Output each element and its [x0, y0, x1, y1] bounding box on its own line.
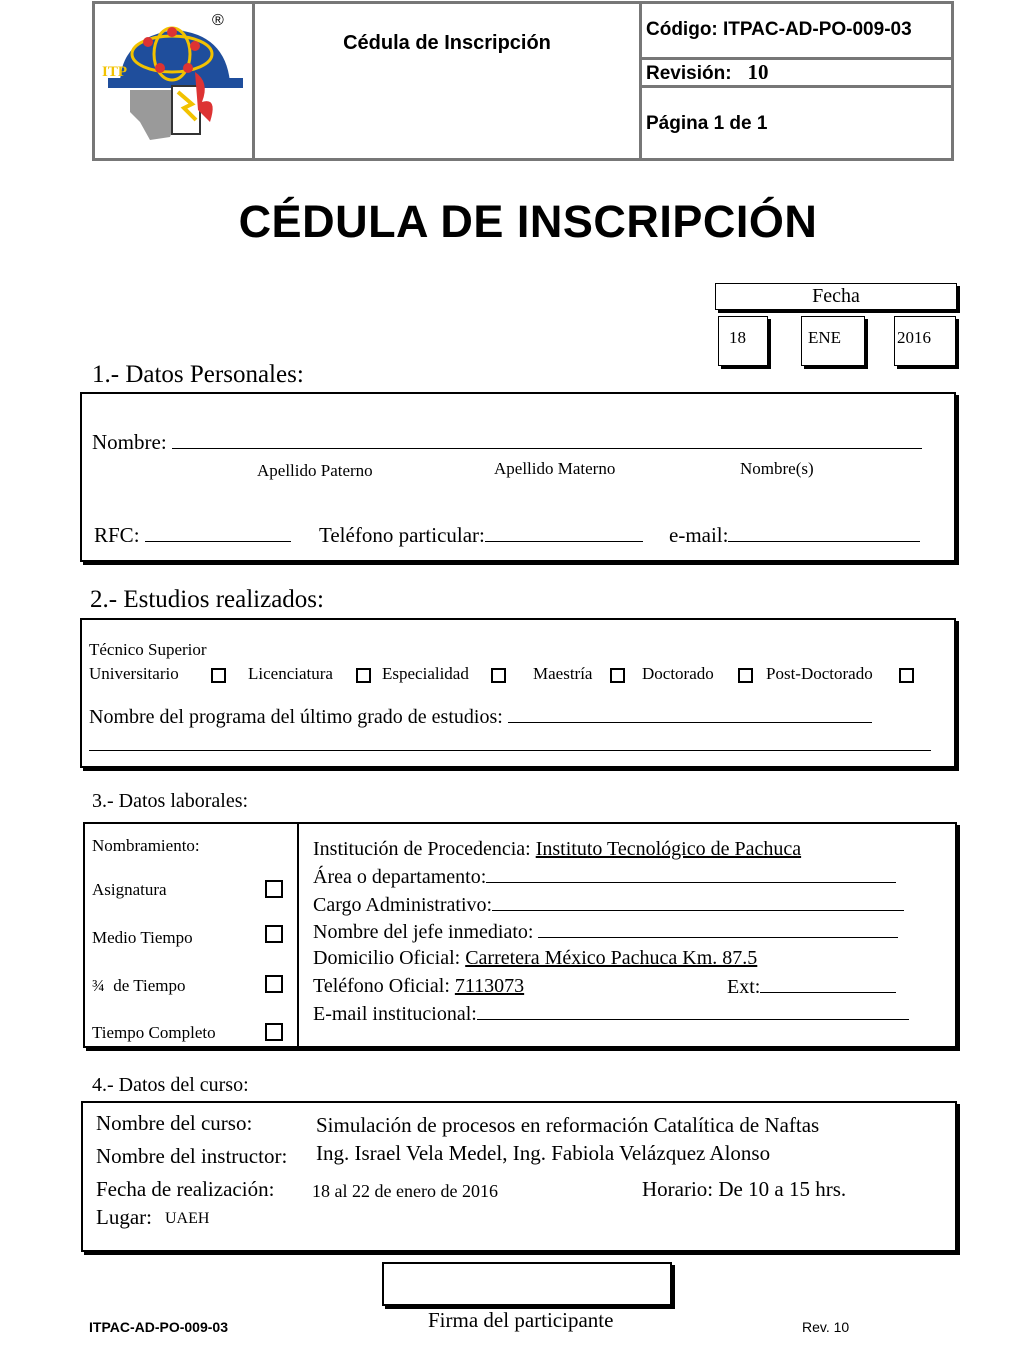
fecha-year-box — [894, 316, 956, 366]
itp-logo — [100, 12, 245, 147]
footer-code: ITPAC-AD-PO-009-03 — [89, 1319, 228, 1335]
area-label: Área o departamento: — [313, 866, 487, 888]
horario: Horario: De 10 a 15 hrs. — [642, 1177, 847, 1201]
fecha-day: 18 — [729, 328, 746, 347]
area-row — [313, 865, 896, 889]
signature-box[interactable] — [382, 1262, 672, 1306]
cargo-label: Cargo Administrativo: — [313, 894, 493, 916]
header-row-line-2 — [639, 85, 954, 88]
licenciatura-label: Licenciatura — [248, 664, 333, 683]
telefono-row — [319, 523, 643, 548]
nombres-caption: Nombre(s) — [740, 459, 814, 478]
fecha-label-box — [715, 283, 957, 310]
tsu-label-2: Universitario — [89, 664, 179, 683]
header-divider-2 — [639, 1, 642, 161]
work-divider — [297, 822, 299, 1048]
section-1-heading: 1.- Datos Personales: — [92, 361, 304, 388]
rfc-field[interactable] — [145, 523, 291, 542]
section-4-heading: 4.- Datos del curso: — [92, 1074, 249, 1096]
fecha-year: 2016 — [897, 328, 931, 347]
header-code: Código: ITPAC-AD-PO-009-03 — [646, 19, 912, 40]
tres-cuartos-label: ¾ de Tiempo — [92, 976, 186, 995]
institucion-row — [313, 838, 801, 861]
area-field[interactable] — [486, 865, 896, 883]
email-institucional-label: E-mail institucional: — [313, 1003, 477, 1025]
tres-cuartos-checkbox[interactable] — [265, 975, 283, 993]
medio-tiempo-checkbox[interactable] — [265, 925, 283, 943]
tsu-label-1: Técnico Superior — [89, 640, 207, 659]
fecha-label: Fecha — [812, 285, 860, 307]
footer-rev: Rev. 10 — [802, 1319, 850, 1335]
institucion-value: Instituto Tecnológico de Pachuca — [535, 838, 802, 860]
main-title: CÉDULA DE INSCRIPCIÓN — [238, 196, 818, 247]
institucion-label: Institución de Procedencia: — [313, 838, 536, 860]
nombre-field[interactable] — [172, 430, 922, 449]
nombre-row — [92, 430, 922, 455]
licenciatura-checkbox[interactable] — [356, 668, 371, 683]
registered-mark: ® — [212, 12, 224, 29]
telefono-oficial-value: 7113073 — [454, 975, 525, 997]
fecha-realizacion-value: 18 al 22 de enero de 2016 — [312, 1181, 498, 1201]
tiempo-completo-checkbox[interactable] — [265, 1023, 283, 1041]
domicilio-label: Domicilio Oficial: — [313, 947, 466, 969]
tiempo-completo-label: Tiempo Completo — [92, 1023, 216, 1042]
nombre-label: Nombre: — [92, 430, 172, 454]
email-institucional-field[interactable] — [477, 1002, 909, 1020]
tsu-checkbox[interactable] — [211, 668, 226, 683]
header-revision — [646, 60, 769, 85]
ext-row — [727, 975, 896, 999]
doctorado-label: Doctorado — [642, 664, 714, 683]
ext-field[interactable] — [760, 975, 896, 993]
cargo-field[interactable] — [492, 893, 904, 911]
apellido-paterno-caption: Apellido Paterno — [257, 461, 373, 480]
rfc-label: RFC: — [94, 523, 145, 547]
rfc-row — [94, 523, 291, 548]
program-field[interactable] — [508, 705, 872, 723]
especialidad-checkbox[interactable] — [491, 668, 506, 683]
telefono-oficial-label: Teléfono Oficial: — [313, 975, 455, 997]
post-doctorado-checkbox[interactable] — [899, 668, 914, 683]
nombramiento-label: Nombramiento: — [92, 836, 200, 855]
instructor-label: Nombre del instructor: — [96, 1144, 288, 1168]
program-label: Nombre del programa del último grado de estudios: — [89, 706, 508, 728]
program-field-line-2[interactable] — [89, 733, 931, 751]
fecha-month: ENE — [808, 328, 842, 347]
curso-value: Simulación de procesos en reformación Catalítica de Naftas — [316, 1113, 820, 1137]
fecha-month-box — [801, 316, 865, 366]
section-2-heading: 2.- Estudios realizados: — [90, 586, 324, 613]
asignatura-label: Asignatura — [92, 880, 167, 899]
revision-value: 10 — [747, 60, 769, 84]
post-doctorado-label: Post-Doctorado — [766, 664, 873, 683]
instructor-value: Ing. Israel Vela Medel, Ing. Fabiola Velázquez Alonso — [316, 1141, 771, 1165]
maestria-checkbox[interactable] — [610, 668, 625, 683]
email-label: e-mail: — [669, 523, 729, 547]
apellido-materno-caption: Apellido Materno — [494, 459, 616, 478]
jefe-label: Nombre del jefe inmediato: — [313, 921, 539, 943]
ext-label: Ext: — [727, 976, 761, 998]
telefono-label: Teléfono particular: — [319, 523, 485, 547]
medio-tiempo-label: Medio Tiempo — [92, 928, 193, 947]
doctorado-checkbox[interactable] — [738, 668, 753, 683]
lugar-value: UAEH — [165, 1210, 210, 1227]
email-row — [669, 523, 920, 548]
revision-label: Revisión: — [646, 63, 732, 84]
program-row — [89, 705, 872, 729]
telefono-oficial-row — [313, 975, 524, 998]
especialidad-label: Especialidad — [382, 664, 469, 683]
email-institucional-row — [313, 1002, 909, 1026]
section-3-heading: 3.- Datos laborales: — [92, 790, 249, 812]
lugar-label: Lugar: — [96, 1205, 152, 1229]
curso-label: Nombre del curso: — [96, 1111, 253, 1135]
logo-text: ITP — [102, 64, 128, 80]
jefe-row — [313, 920, 898, 944]
domicilio-row — [313, 947, 757, 970]
email-field[interactable] — [728, 523, 920, 542]
header-page: Página 1 de 1 — [646, 113, 768, 134]
telefono-field[interactable] — [485, 523, 643, 542]
domicilio-value: Carretera México Pachuca Km. 87.5 — [465, 947, 758, 969]
cargo-row — [313, 893, 904, 917]
header-doc-title: Cédula de Inscripción — [343, 32, 551, 54]
signature-label: Firma del participante — [428, 1308, 614, 1332]
jefe-field[interactable] — [538, 920, 898, 938]
asignatura-checkbox[interactable] — [265, 880, 283, 898]
header-divider-1 — [252, 1, 255, 161]
fecha-day-box — [718, 316, 768, 366]
maestria-label: Maestría — [533, 664, 593, 683]
fecha-realizacion-label: Fecha de realización: — [96, 1177, 275, 1201]
